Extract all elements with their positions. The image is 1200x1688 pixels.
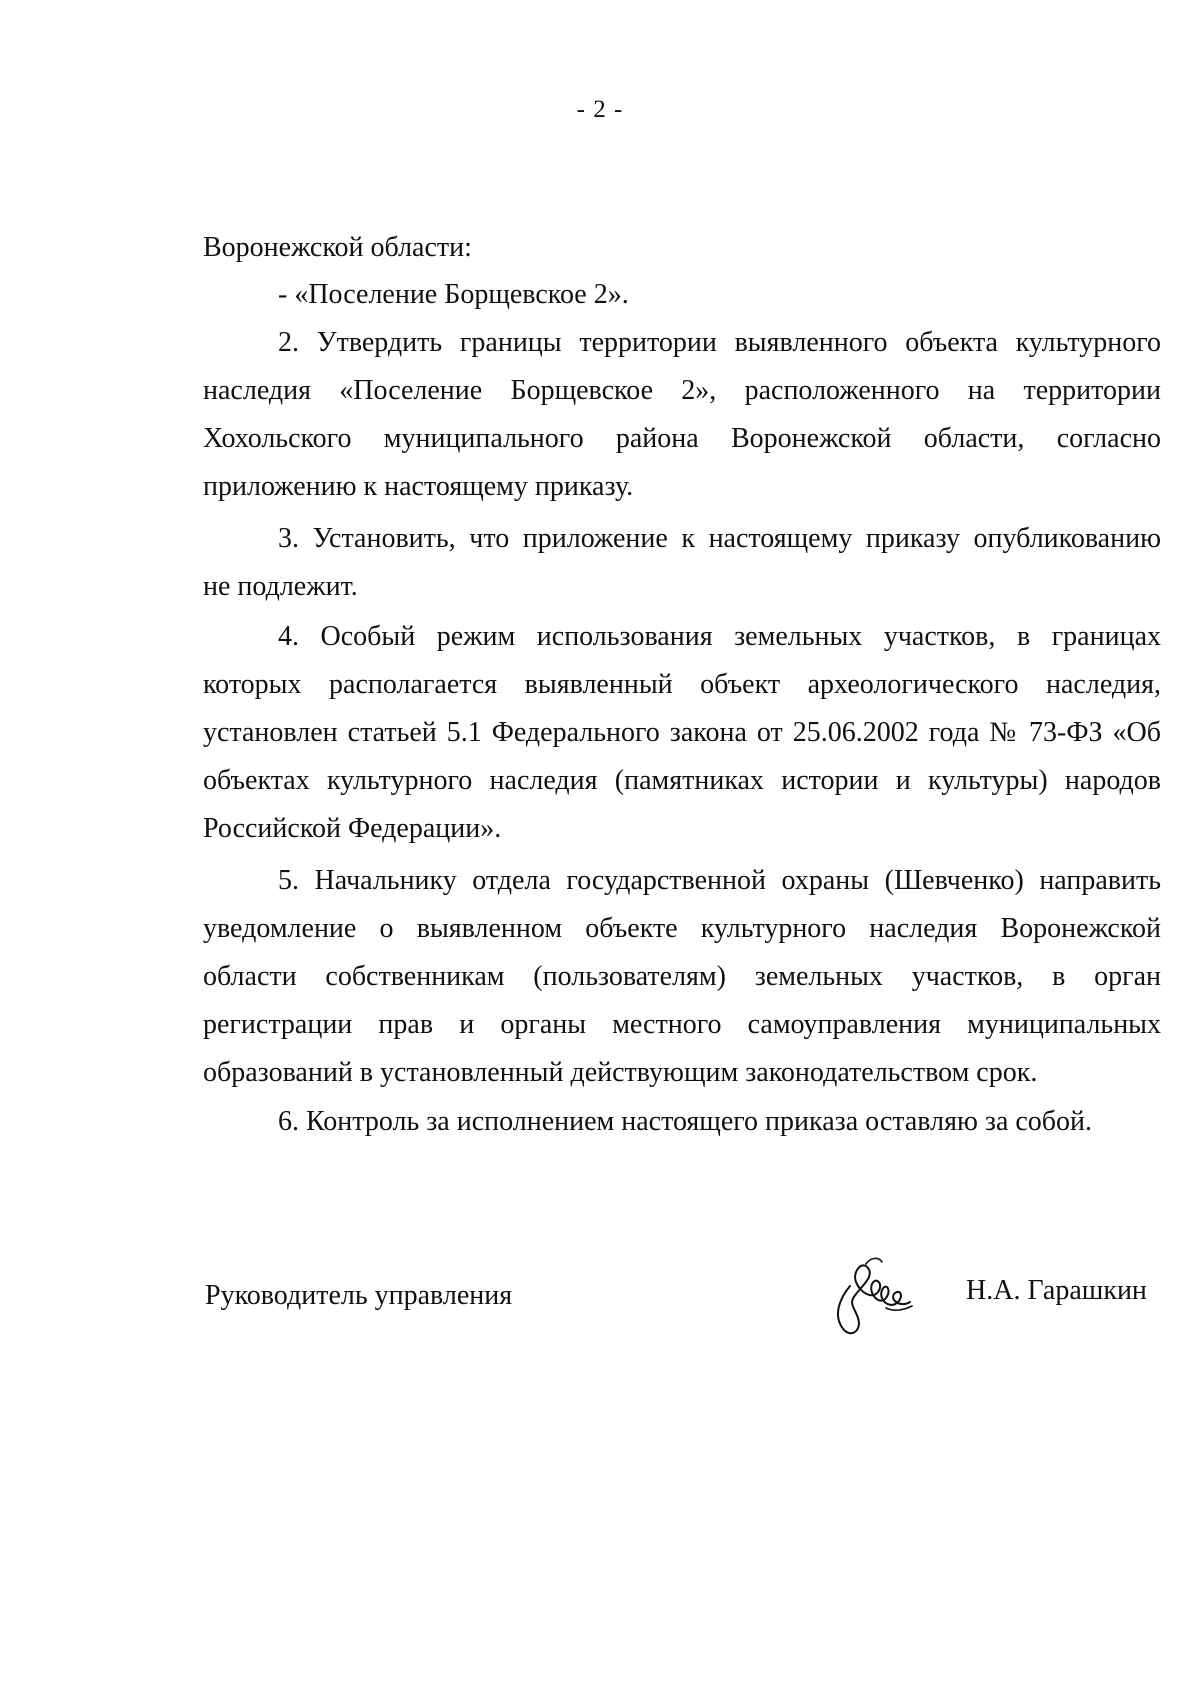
body-line-4: наследия «Поселение Борщевское 2», расположенного на территории [203, 375, 1161, 406]
body-line-13: Российской Федерации». [203, 813, 502, 844]
body-line-2: - «Поселение Борщевское 2». [278, 279, 629, 310]
body-line-12: объектах культурного наследия (памятниках истории и культуры) народов [203, 765, 1161, 796]
body-line-6: приложению к настоящему приказу. [203, 471, 634, 502]
body-line-19: 6. Контроль за исполнением настоящего приказа оставляю за собой. [278, 1106, 1093, 1137]
body-line-8: не подлежит. [203, 571, 358, 602]
page-number: - 2 - [576, 96, 624, 123]
body-line-9: 4. Особый режим использования земельных участков, в границах [278, 621, 1161, 652]
signer-position: Руководитель управления [205, 1280, 513, 1311]
body-line-11: установлен статьей 5.1 Федерального закона от 25.06.2002 года № 73-ФЗ «Об [203, 717, 1161, 748]
body-line-1: Воронежской области: [203, 232, 472, 263]
body-line-15: уведомление о выявленном объекте культурного наследия Воронежской [203, 913, 1161, 944]
body-line-5: Хохольского муниципального района Воронежской области, согласно [203, 423, 1161, 454]
body-line-14: 5. Начальнику отдела государственной охраны (Шевченко) направить [278, 865, 1161, 896]
body-line-10: которых располагается выявленный объект археологического наследия, [203, 669, 1161, 700]
handwritten-signature [822, 1246, 922, 1346]
body-line-18: образований в установленный действующим законодательством срок. [203, 1057, 1038, 1088]
body-line-3: 2. Утвердить границы территории выявленного объекта культурного [278, 327, 1161, 358]
body-line-17: регистрации прав и органы местного самоуправления муниципальных [203, 1009, 1161, 1040]
body-line-7: 3. Установить, что приложение к настоящему приказу опубликованию [278, 523, 1161, 554]
signer-name: Н.А. Гарашкин [966, 1275, 1147, 1306]
body-line-16: области собственникам (пользователям) земельных участков, в орган [203, 961, 1161, 992]
